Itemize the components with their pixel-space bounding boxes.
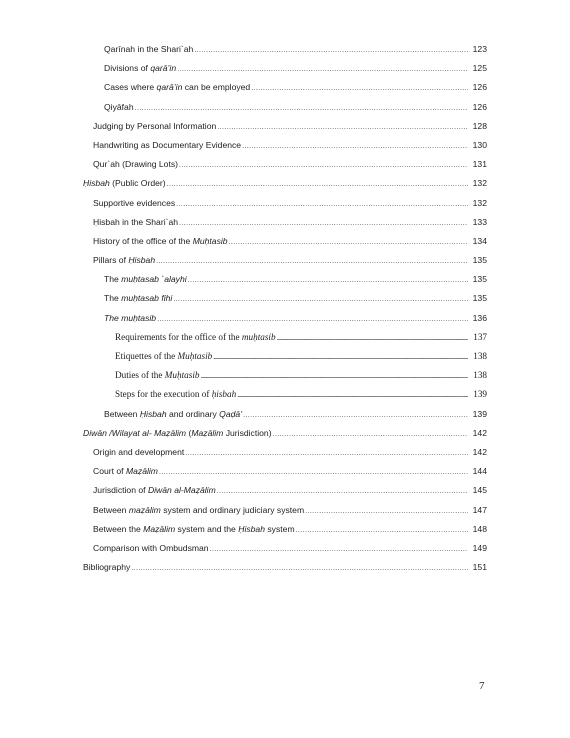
dot-leader [243, 412, 468, 419]
toc-entry[interactable] [83, 121, 487, 140]
dot-leader [242, 143, 468, 150]
toc-entry[interactable] [83, 178, 487, 197]
toc-entry[interactable] [83, 466, 487, 485]
toc-entry-page: 133 [472, 216, 487, 227]
dot-leader [305, 508, 468, 515]
toc-entry-page: 125 [472, 63, 487, 74]
toc-entry-page: 123 [472, 44, 487, 54]
toc-entry-title: The muḥtasab `alayhi [104, 274, 187, 285]
dot-leader [188, 277, 468, 284]
toc-entry-title: Court of Maẓālim [93, 466, 158, 477]
toc-entry-title: The muḥtasib [104, 312, 157, 323]
toc-entry-page: 142 [472, 427, 487, 438]
toc-entry-page: 138 [473, 351, 487, 361]
toc-entry[interactable] [83, 524, 487, 543]
toc-entry[interactable] [83, 102, 487, 121]
toc-entry[interactable] [83, 409, 487, 428]
toc-entry-page: 136 [472, 312, 487, 323]
dot-leader [176, 201, 468, 208]
toc-entry-title: Steps for the execution of ḥisbah [115, 389, 237, 400]
toc-entry-title: Between the Maẓālim system and the Ḥisbah system [93, 523, 295, 534]
toc-entry-page: 130 [472, 139, 487, 150]
dot-leader [177, 66, 468, 73]
toc-entry[interactable] [83, 159, 487, 178]
toc-entry-page: 126 [472, 82, 487, 93]
dot-leader [185, 450, 468, 457]
toc-entry[interactable] [83, 332, 487, 351]
toc-entry[interactable] [83, 198, 487, 217]
toc-entry[interactable] [83, 370, 487, 389]
toc-entry[interactable] [83, 543, 487, 562]
toc-entry-title: Jurisdiction of Diwān al-Maẓālim [93, 485, 216, 496]
toc-entry-title: Between maẓālim system and ordinary judiciary system [93, 504, 305, 515]
toc-entry-page: 128 [472, 120, 487, 131]
toc-entry[interactable] [83, 505, 487, 524]
toc-entry-title: Comparison with Ombudsman [93, 542, 209, 553]
toc-entry-title: Divisions of qarā’in [104, 63, 177, 74]
toc-entry[interactable] [83, 274, 487, 293]
dot-leader [179, 162, 468, 169]
toc-entry[interactable] [83, 255, 487, 274]
toc-entry-title: Qur`ah (Drawing Lots) [93, 159, 179, 170]
toc-entry[interactable] [83, 485, 487, 504]
toc-entry-page: 135 [472, 274, 487, 285]
dot-leader [179, 220, 468, 227]
toc-entry-page: 148 [472, 523, 487, 534]
toc-entry-page: 138 [473, 370, 487, 381]
dot-leader [296, 527, 468, 534]
toc-entry[interactable] [83, 389, 487, 408]
toc-entry-title: Bibliography [83, 562, 131, 573]
toc-entry-title: Ḥisbah in the Shari`ah [93, 216, 179, 227]
toc-entry[interactable] [83, 44, 487, 63]
toc-entry-page: 137 [473, 331, 487, 342]
dot-leader [157, 316, 468, 323]
toc-entry[interactable] [83, 140, 487, 159]
toc-entry-page: 135 [472, 255, 487, 266]
toc-entry-page: 145 [472, 485, 487, 496]
dot-leader [251, 85, 468, 92]
toc-entry-page: 126 [472, 101, 487, 112]
toc-entry-page: 147 [472, 504, 487, 515]
toc-entry-page: 139 [472, 408, 487, 419]
toc-entry-title: Requirements for the office of the muḥtasib [115, 331, 276, 342]
toc-entry-page: 132 [472, 178, 487, 189]
toc-entry-title: History of the office of the Muḥtasib [93, 235, 228, 246]
toc-entry-title: Etiquettes of the Muḥtasib [115, 351, 213, 361]
dot-leader [173, 296, 468, 303]
toc-entry-title: Supportive evidences [93, 197, 176, 208]
dot-leader [217, 124, 468, 131]
toc-entry-title: Handwriting as Documentary Evidence [93, 139, 242, 150]
toc-entry-title: Duties of the Muḥtasib [115, 370, 200, 381]
toc-entry-title: Pillars of Ḥisbah [93, 255, 156, 266]
dot-leader [159, 469, 468, 476]
dot-leader [167, 181, 468, 188]
table-of-contents [83, 44, 487, 581]
dot-leader [210, 546, 468, 553]
page-number: 7 [479, 680, 485, 692]
dot-leader [229, 239, 468, 246]
toc-entry[interactable] [83, 313, 487, 332]
toc-entry-title: Between Ḥisbah and ordinary Qaḍā’ [104, 408, 243, 419]
toc-entry[interactable] [83, 562, 487, 581]
toc-entry[interactable] [83, 351, 487, 370]
toc-entry[interactable] [83, 82, 487, 101]
toc-entry-title: Qiyāfah [104, 101, 134, 112]
dot-leader [277, 334, 468, 342]
dot-leader [200, 372, 468, 380]
dot-leader [131, 565, 468, 572]
toc-entry[interactable] [83, 428, 487, 447]
toc-entry[interactable] [83, 217, 487, 236]
toc-entry-page: 135 [472, 293, 487, 304]
dot-leader [217, 488, 468, 495]
toc-entry-title: Ḥisbah (Public Order) [83, 178, 166, 189]
toc-entry[interactable] [83, 236, 487, 255]
toc-entry-title: Origin and development [93, 446, 185, 457]
dot-leader [135, 105, 468, 112]
toc-entry-page: 144 [472, 466, 487, 477]
toc-entry-title: Judging by Personal Information [93, 120, 217, 131]
dot-leader [273, 431, 468, 438]
toc-entry-page: 139 [473, 389, 487, 400]
toc-entry-title: Qarīnah in the Shari`ah [104, 44, 194, 54]
dot-leader [156, 258, 468, 265]
toc-entry-title: Cases where qarā’in can be employed [104, 82, 251, 93]
toc-entry-title: The muḥtasab fihi [104, 293, 173, 304]
toc-entry-page: 149 [472, 542, 487, 553]
toc-entry-title: Diwān /Wilayat al- Maẓālim (Maẓālim Jurisdiction) [83, 427, 272, 438]
toc-entry[interactable] [83, 63, 487, 82]
toc-entry-page: 151 [472, 562, 487, 573]
toc-entry-page: 132 [472, 197, 487, 208]
dot-leader [237, 391, 468, 399]
toc-entry-page: 131 [472, 159, 487, 170]
toc-entry-page: 134 [472, 235, 487, 246]
toc-entry[interactable] [83, 447, 487, 466]
toc-entry-page: 142 [472, 446, 487, 457]
dot-leader [213, 353, 468, 361]
toc-entry[interactable] [83, 293, 487, 312]
dot-leader [194, 47, 468, 54]
